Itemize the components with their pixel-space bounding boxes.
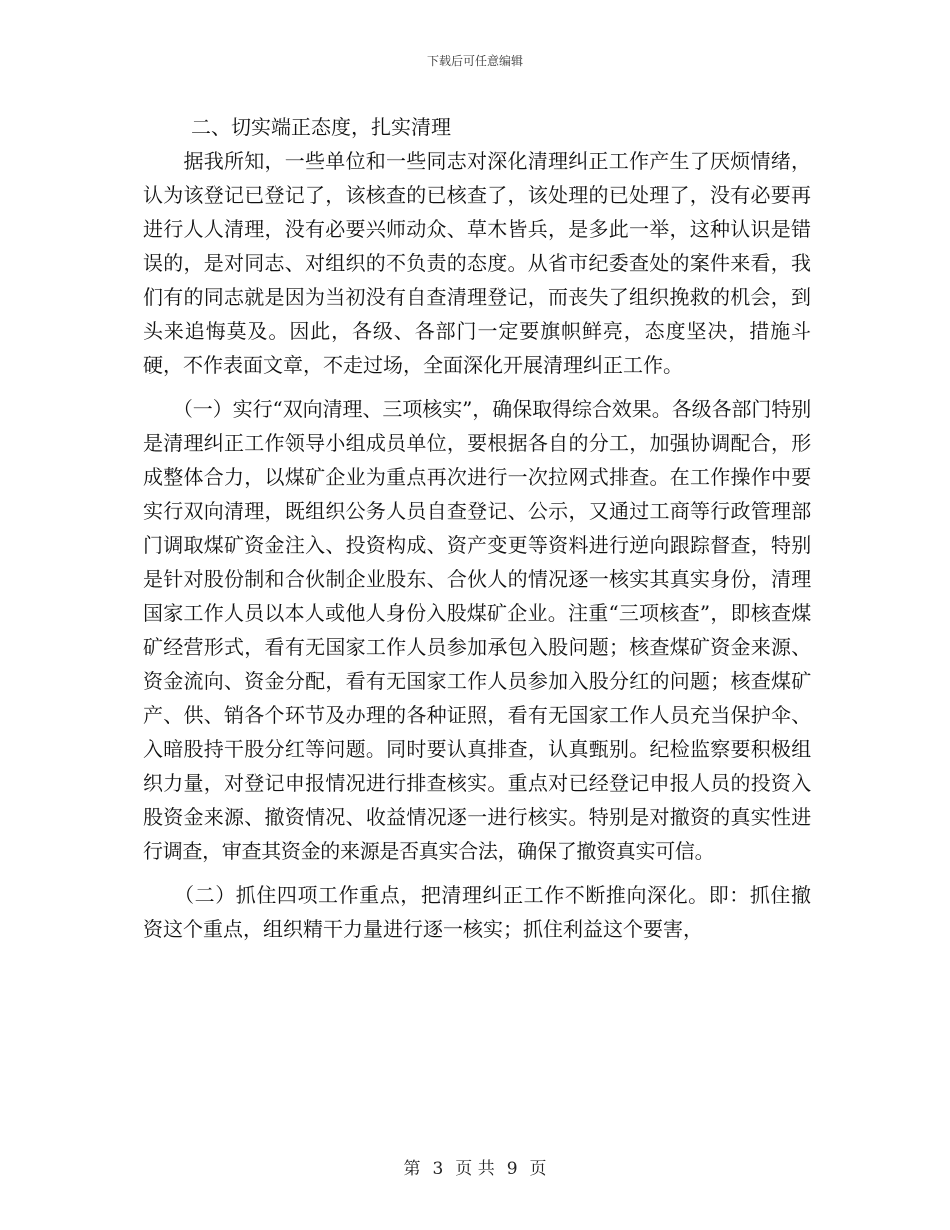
paragraph-2: （一）实行“双向清理、三项核实”，确保取得综合效果。各级各部门特别是清理纠正工作领导小组成员单位，要根据各自的分工，加强协调配合，形成整体合力，以煤矿企业为重点再次进行一次拉网式排查。在工作操作中要实行双向清理，既组织公务人员自查登记、公示，又通过工商等行政管理部门调取煤矿资金注入、投资构成、资产变更等资料进行逆向跟踪督查，特别是针对股份制和合伙制企业股东、合伙人的情况逐一核实其真实身份，清理国家工作人员以本人或他人身份入股煤矿企业。注重“三项核查”，即核查煤矿经营形式，看有无国家工作人员参加承包入股问题；核查煤矿资金来源、资金流向、资金分配，看有无国家工作人员参加入股分红的问题；核查煤矿产、供、销各个环节及办理的各种证照，看有无国家工作人员充当保护伞、入暗股持干股分红等问题。同时要认真排查，认真甄别。纪检监察要积极组织力量，对登记申报情况进行排查核实。重点对已经登记申报人员的投资入股资金来源、撤资情况、收益情况逐一进行核实。特别是对撤资的真实性进行调查，审查其资金的来源是否真实合法，确保了撤资真实可信。	[143, 397, 811, 863]
paragraph-3: （二）抓住四项工作重点，把清理纠正工作不断推向深化。即：抓住撤资这个重点，组织精干力量进行逐一核实；抓住利益这个要害，	[143, 883, 811, 941]
page-number: 3	[432, 1159, 444, 1179]
document-body	[143, 110, 811, 946]
footer-suffix: 页	[529, 1159, 547, 1179]
footer-prefix: 第	[403, 1159, 421, 1179]
paragraph-1: 据我所知，一些单位和一些同志对深化清理纠正工作产生了厌烦情绪，认为该登记已登记了，该核查的已核查了，该处理的已处理了，没有必要再进行人人清理，没有必要兴师动众、草木皆兵，是多此一举，这种认识是错误的，是对同志、对组织的不负责的态度。从省市纪委查处的案件来看，我们有的同志就是因为当初没有自查清理登记，而丧失了组织挽救的机会，到头来追悔莫及。因此，各级、各部门一定要旗帜鲜亮，态度坚决，措施斗硬，不作表面文章，不走过场，全面深化开展清理纠正工作。	[143, 149, 811, 377]
paragraph-gap	[143, 382, 811, 392]
page-total: 9	[506, 1159, 518, 1179]
section-heading: 二、切实端正态度，扎实清理	[191, 115, 451, 139]
page-header: 下载后可任意编辑	[426, 54, 523, 68]
paragraph-gap	[143, 868, 811, 878]
footer-middle: 页 共	[455, 1159, 495, 1179]
page-footer	[0, 1154, 950, 1179]
